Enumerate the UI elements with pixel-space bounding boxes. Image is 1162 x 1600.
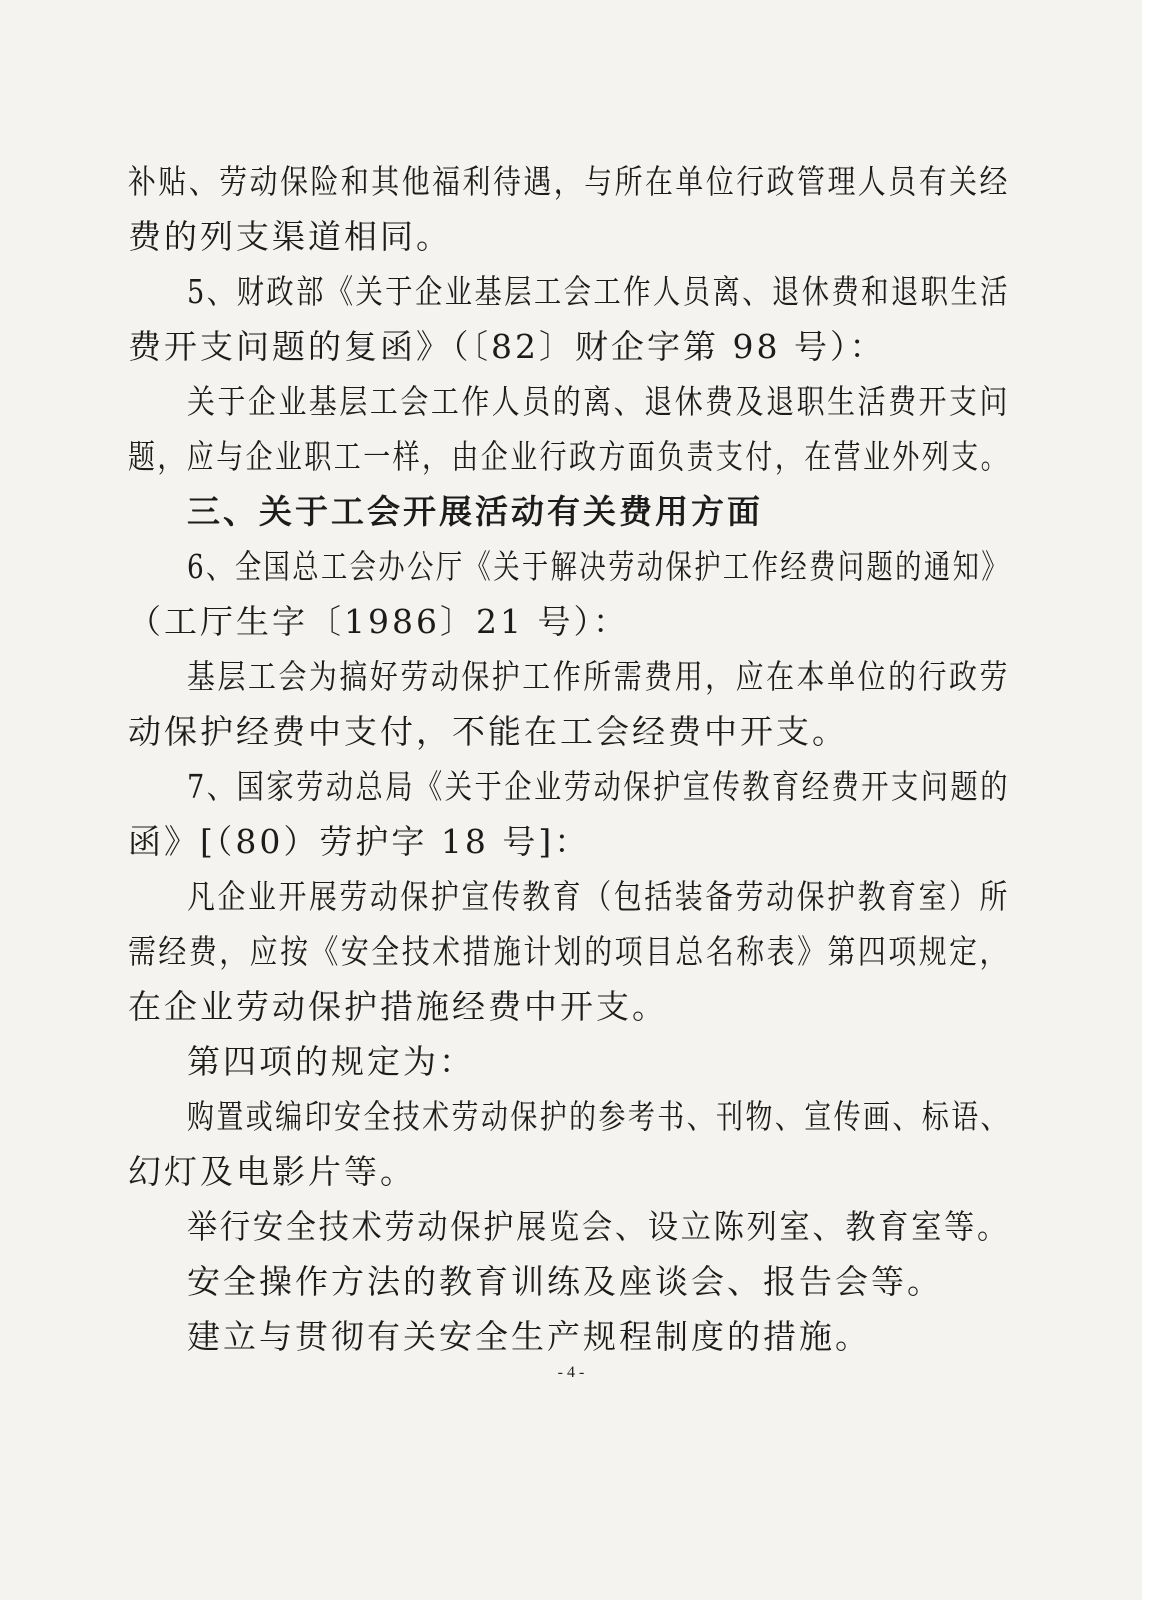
- body-line-2: 费的列支渠道相同。: [128, 217, 452, 256]
- body-line-12: 7、国家劳动总局《关于企业劳动保护宣传教育经费开支问题的: [187, 767, 1010, 806]
- body-line-8: 6、全国总工会办公厅《关于解决劳动保护工作经费问题的通知》: [187, 547, 1011, 586]
- body-line-3: 5、财政部《关于企业基层工会工作人员离、退休费和退职生活: [187, 272, 1010, 311]
- body-line-10: 基层工会为搞好劳动保护工作所需费用，应在本单位的行政劳: [187, 657, 1010, 696]
- body-line-13: 函》[（80）劳护字 18 号]：: [128, 822, 591, 861]
- body-line-16: 在企业劳动保护措施经费中开支。: [128, 987, 668, 1026]
- body-line-17: 第四项的规定为：: [187, 1042, 475, 1081]
- page-number: - 4 -: [557, 1364, 585, 1381]
- body-line-18: 购置或编印安全技术劳动保护的参考书、刊物、宣传画、标语、: [187, 1097, 1011, 1136]
- body-line-4: 费开支问题的复函》（〔82〕财企字第 98 号）：: [128, 327, 886, 366]
- body-line-15: 需经费，应按《安全技术措施计划的项目总名称表》第四项规定，: [128, 932, 1010, 971]
- body-line-5: 关于企业基层工会工作人员的离、退休费及退职生活费开支问: [187, 382, 1010, 421]
- body-line-21: 安全操作方法的教育训练及座谈会、报告会等。: [187, 1262, 943, 1301]
- body-line-1: 补贴、劳动保险和其他福利待遇，与所在单位行政管理人员有关经: [128, 162, 1010, 201]
- body-line-6: 题，应与企业职工一样，由企业行政方面负责支付，在营业外列支。: [128, 437, 1011, 476]
- body-line-19: 幻灯及电影片等。: [128, 1152, 416, 1191]
- body-line-14: 凡企业开展劳动保护宣传教育（包括装备劳动保护教育室）所: [187, 877, 1010, 916]
- body-line-22: 建立与贯彻有关安全生产规程制度的措施。: [187, 1317, 871, 1356]
- body-line-11: 动保护经费中支付，不能在工会经费中开支。: [128, 712, 848, 751]
- body-line-20: 举行安全技术劳动保护展览会、设立陈列室、教育室等。: [187, 1207, 1010, 1246]
- section-heading: 三、关于工会开展活动有关费用方面: [187, 492, 763, 531]
- body-line-9: （工厅生字〔1986〕21 号）：: [128, 602, 629, 641]
- scan-border: [1142, 0, 1162, 1600]
